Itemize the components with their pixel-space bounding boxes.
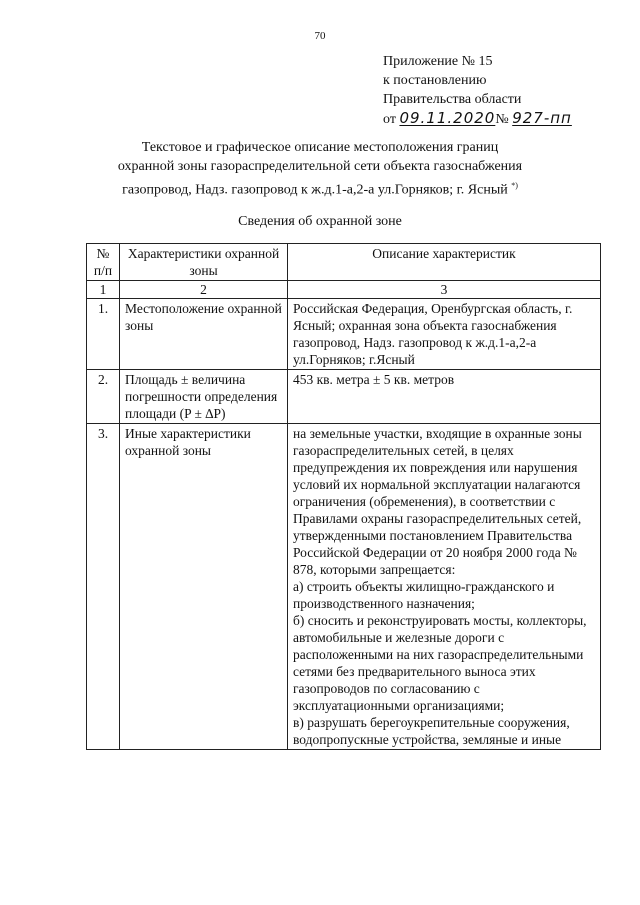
table-header-row [87,244,601,281]
row-characteristic: Местоположение охранной зоны [120,299,288,370]
row-description: 453 кв. метра ± 5 кв. метров [288,370,601,424]
header-number: № п/п [87,244,120,281]
page-number: 70 [314,30,326,42]
header-characteristic: Характеристики охранной зоны [120,244,288,281]
description-paragraph: на земельные участки, входящие в охранные зоны газораспределительных сетей, в целях предупреждения их повреждения или нарушения условий их нормальной эксплуатации налагаются ограничения (обременения), в соответствии с Правилами охраны газораспределительных сетей, утвержденными постановлением Правительства Российской Федерации от 20 ноября 2000 года № 878, которыми запрещается: [293,426,582,577]
row-number: 1. [87,299,120,370]
appendix-block [383,52,572,129]
column-number-row [87,281,601,299]
number-prefix: № [495,112,509,127]
header-description: Описание характеристик [288,244,601,281]
description-paragraph: а) строить объекты жилищно-гражданского и производственного назначения; [293,579,555,611]
handwritten-date: 09.11.2020 [399,109,496,127]
appendix-date-line [383,109,572,129]
table-row [87,424,601,750]
column-number: 1 [87,281,120,299]
footnote-mark: *) [511,181,518,190]
table-row [87,370,601,424]
title-line-2: охранной зоны газораспределительной сети объекта газоснабжения [117,159,523,174]
title-line-3-text: газопровод, Надз. газопровод к ж.д.1-а,2-а ул.Горняков; г. Ясный [122,182,508,198]
row-description: Российская Федерация, Оренбургская область, г. Ясный; охранная зона объекта газоснабжения газопровод, Надз. газопровод к ж.д.1-а,2-а ул.Горняков; г.Ясный [288,299,601,370]
row-number: 2. [87,370,120,424]
title-line-3 [80,176,560,200]
table-row [87,299,601,370]
zone-info-table [86,243,601,750]
row-description [288,424,601,750]
column-number: 2 [120,281,288,299]
appendix-title: Приложение № 15 [383,54,493,69]
row-characteristic: Площадь ± величина погрешности определения площади (P ± ∆P) [120,370,288,424]
row-number: 3. [87,424,120,750]
description-paragraph: б) сносить и реконструировать мосты, коллекторы, автомобильные и железные дороги с расположенными на них газораспределительными сетями без предварительного выноса этих газопроводов по согласованию с эксплуатационными организациями; [293,613,587,713]
appendix-resolution: к постановлению [383,73,487,88]
document-title [80,138,560,200]
row-characteristic: Иные характеристики охранной зоны [120,424,288,750]
handwritten-number: 927-пп [512,109,572,127]
description-paragraph: в) разрушать берегоукрепительные сооружения, водопропускные устройства, земляные и иные [293,715,570,747]
date-prefix: от [383,112,396,127]
section-subtitle: Сведения об охранной зоне [238,214,402,229]
appendix-government: Правительства области [383,92,522,107]
title-line-1: Текстовое и графическое описание местоположения границ [141,140,499,155]
column-number: 3 [288,281,601,299]
